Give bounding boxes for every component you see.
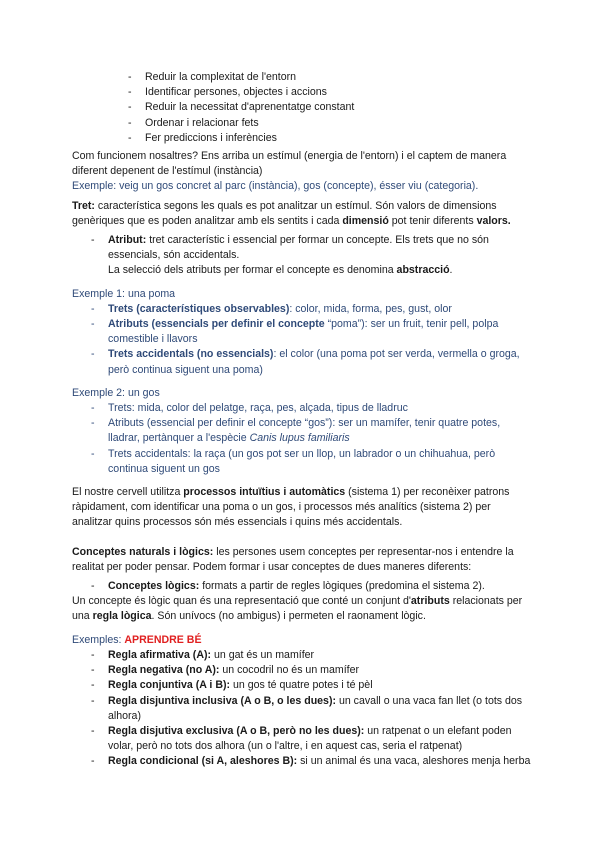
- list-item: - Regla afirmativa (A): un gat és un mamífer: [91, 648, 315, 661]
- paragraph-exemple-gos: Exemple: veig un gos concret al parc (instància), gos (concepte), ésser viu (categoria).: [72, 180, 479, 193]
- list-item: - Regla negativa (no A): un cocodril no és un mamífer: [91, 664, 360, 677]
- main-content: [72, 149, 532, 770]
- paragraph-cervell: El nostre cervell utilitza processos intuïtius i automàtics (sistema 1) per reconèixer patrons ràpidament, com identificar una poma o un gos, i processos més analítics (sistema 2) per analitzar quins processos són més essencials i quins més accidentals.: [72, 486, 510, 529]
- regles-list: [91, 648, 532, 770]
- list-item: - Reduir la complexitat de l'entorn: [128, 71, 297, 83]
- exemple2-list: [91, 401, 532, 477]
- list-item: - Regla conjuntiva (A i B): un gos té quatre potes i té pèl: [91, 679, 373, 692]
- paragraph-conceptes-naturals: Conceptes naturals i lògics: les persones usem conceptes per representar-nos i entendre la realitat per poder pensar. Podem formar i usar conceptes de dues maneres diferents:: [72, 545, 514, 573]
- list-item: - Trets accidentals: la raça (un gos pot ser un llop, un labrador o un chihuahua, però continua siguent un gos: [91, 447, 496, 475]
- atribut-item: - Atribut: tret característic i essencial per formar un concepte. Els trets que no són essencials, són accidentals. La selecció dels atributs per formar el concepte es denomina abstracció.: [91, 234, 489, 277]
- intro-list: [128, 70, 525, 146]
- conceptes-logics-item: - Conceptes lògics: formats a partir de regles lògiques (predomina el sistema 2).: [91, 580, 485, 593]
- list-item: - Atributs (essencials per definir el concepte “poma”): ser un fruit, tenir pell, polpa comestible i llavors: [91, 318, 499, 346]
- list-item: - Fer prediccions i inferències: [128, 131, 277, 144]
- exemple1-list: [91, 302, 532, 378]
- list-item: - Reduir la necessitat d'aprenentatge constant: [128, 101, 355, 114]
- aprendre-be-highlight: APRENDRE BÉ: [124, 633, 202, 646]
- exemples-heading: Exemples: APRENDRE BÉ: [72, 633, 202, 646]
- paragraph-tret: Tret: característica segons les quals es pot analitzar un estímul. Són valors de dimensions genèriques que es poden analitzar amb els sentits i cada dimensió pot tenir diferents valors.: [72, 199, 511, 227]
- exemple2-title: Exemple 2: un gos: [72, 386, 160, 399]
- list-item: - Regla disjutiva exclusiva (A o B, però no les dues): un ratpenat o un elefant poden volar, però no tots dos alhora (un o l'altre, i en aquest cas, seria el ratpenat): [91, 724, 512, 753]
- list-item: - Regla disjuntiva inclusiva (A o B, o les dues): un cavall o una vaca fan llet (o tots dos alhora): [91, 694, 523, 722]
- exemple1-title: Exemple 1: una poma: [72, 287, 176, 300]
- list-item: - Trets: mida, color del pelatge, raça, pes, alçada, tipus de lladruc: [91, 402, 408, 415]
- list-item: - Ordenar i relacionar fets: [128, 116, 259, 129]
- list-item: - Regla condicional (si A, aleshores B): si un animal és una vaca, aleshores menja herba: [91, 755, 531, 768]
- list-item: - Trets (característiques observables): color, mida, forma, pes, gust, olor: [91, 302, 452, 315]
- list-item: - Atributs (essencial per definir el concepte “gos”): ser un mamífer, tenir quatre potes, lladrar, pertànquer a l'espècie Canis lupus familiaris: [91, 417, 501, 445]
- list-item: - Identificar persones, objectes i accions: [128, 86, 327, 99]
- list-item: - Trets accidentals (no essencials): el color (una poma pot ser verda, vermella o groga, però continua siguent una poma): [91, 348, 520, 376]
- paragraph-concepte-logic: Un concepte és lògic quan és una representació que conté un conjunt d'atributs relacionats per una regla lògica. Són unívocs (no ambigus) i permeten el raonament lògic.: [72, 595, 523, 623]
- paragraph-funcionament: Com funcionem nosaltres? Ens arriba un estímul (energia de l'entorn) i el captem de manera diferent depenent de l'estímul (instància): [72, 150, 507, 178]
